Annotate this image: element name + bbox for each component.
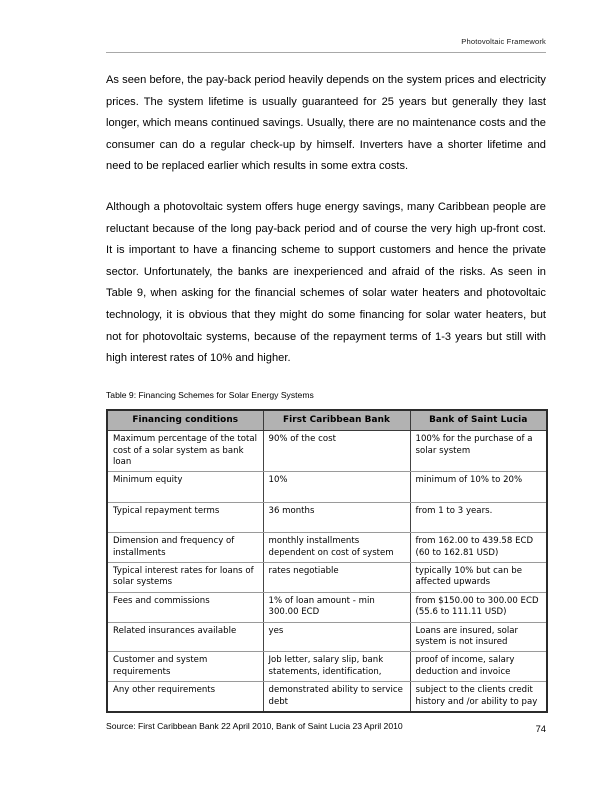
cell-condition: Any other requirements (107, 682, 263, 712)
financing-schemes-table (106, 409, 548, 713)
table-row (107, 431, 547, 472)
cell-condition: Maximum percentage of the total cost of a solar system as bank loan (107, 431, 263, 472)
cell-first-caribbean-bank: Job letter, salary slip, bank statements, identification, (263, 652, 410, 682)
cell-condition: Dimension and frequency of installments (107, 533, 263, 563)
document-content (106, 70, 546, 732)
cell-first-caribbean-bank: yes (263, 622, 410, 652)
table-header-row (107, 410, 547, 431)
table-row (107, 533, 547, 563)
cell-bank-of-saint-lucia: Loans are insured, solar system is not insured (410, 622, 547, 652)
cell-first-caribbean-bank: monthly installments dependent on cost of system (263, 533, 410, 563)
table-row (107, 592, 547, 622)
table-row (107, 652, 547, 682)
table-row (107, 502, 547, 532)
cell-first-caribbean-bank: demonstrated ability to service debt (263, 682, 410, 712)
page-number: 74 (535, 723, 546, 734)
cell-condition: Typical interest rates for loans of solar systems (107, 562, 263, 592)
cell-bank-of-saint-lucia: proof of income, salary deduction and invoice (410, 652, 547, 682)
cell-first-caribbean-bank: 90% of the cost (263, 431, 410, 472)
cell-condition: Minimum equity (107, 472, 263, 502)
table-row (107, 472, 547, 502)
running-header (106, 36, 546, 53)
cell-bank-of-saint-lucia: from $150.00 to 300.00 ECD (55.6 to 111.11 USD) (410, 592, 547, 622)
cell-first-caribbean-bank: 36 months (263, 502, 410, 532)
cell-condition: Customer and system requirements (107, 652, 263, 682)
cell-first-caribbean-bank: rates negotiable (263, 562, 410, 592)
paragraph-payback-period: As seen before, the pay-back period heavily depends on the system prices and electricity prices. The system lifetime is usually guaranteed for 25 years but generally they last longer, which means continued savings. Usually, there are no maintenance costs and the consumer can do a regular check-up by himself. Inverters have a shorter lifetime and need to be replaced earlier which results in some extra costs. (106, 74, 546, 173)
cell-bank-of-saint-lucia: from 1 to 3 years. (410, 502, 547, 532)
table-row (107, 682, 547, 712)
cell-bank-of-saint-lucia: subject to the clients credit history and /or ability to pay (415, 685, 538, 707)
header-rule (106, 52, 546, 53)
cell-bank-of-saint-lucia: minimum of 10% to 20% (410, 472, 547, 502)
running-header-title: Photovoltaic Framework (461, 37, 546, 46)
table-source-note: Source: First Caribbean Bank 22 April 2010, Bank of Saint Lucia 23 April 2010 (106, 721, 403, 732)
cell-bank-of-saint-lucia: 100% for the purchase of a solar system (410, 431, 547, 472)
paragraph-financing-schemes: Although a photovoltaic system offers huge energy savings, many Caribbean people are reluctant because of the long pay-back period and of course the very high up-front cost. It is important to have a financing scheme to support customers and hence the private sector. Unfortunately, the banks are inexperienced and afraid of the risks. As seen in Table 9, when asking for the financial schemes of solar water heaters and photovoltaic technology, it is obvious that they might do some financing for solar water heaters, but not for photovoltaic systems, because of the repayment terms of 1-3 years but still with high interest rates of 10% and higher. (106, 200, 546, 365)
cell-condition: Fees and commissions (107, 592, 263, 622)
cell-first-caribbean-bank: 1% of loan amount - min 300.00 ECD (263, 592, 410, 622)
column-header-first-caribbean-bank: First Caribbean Bank (263, 410, 410, 431)
cell-bank-of-saint-lucia: typically 10% but can be affected upwards (410, 562, 547, 592)
cell-condition: Typical repayment terms (107, 502, 263, 532)
table-row (107, 562, 547, 592)
table-caption: Table 9: Financing Schemes for Solar Energy Systems (106, 389, 314, 400)
column-header-bank-of-saint-lucia: Bank of Saint Lucia (410, 410, 547, 431)
column-header-financing-conditions: Financing conditions (107, 410, 263, 431)
cell-bank-of-saint-lucia: from 162.00 to 439.58 ECD (60 to 162.81 USD) (410, 533, 547, 563)
cell-first-caribbean-bank: 10% (263, 472, 410, 502)
table-row (107, 622, 547, 652)
cell-condition: Related insurances available (107, 622, 263, 652)
